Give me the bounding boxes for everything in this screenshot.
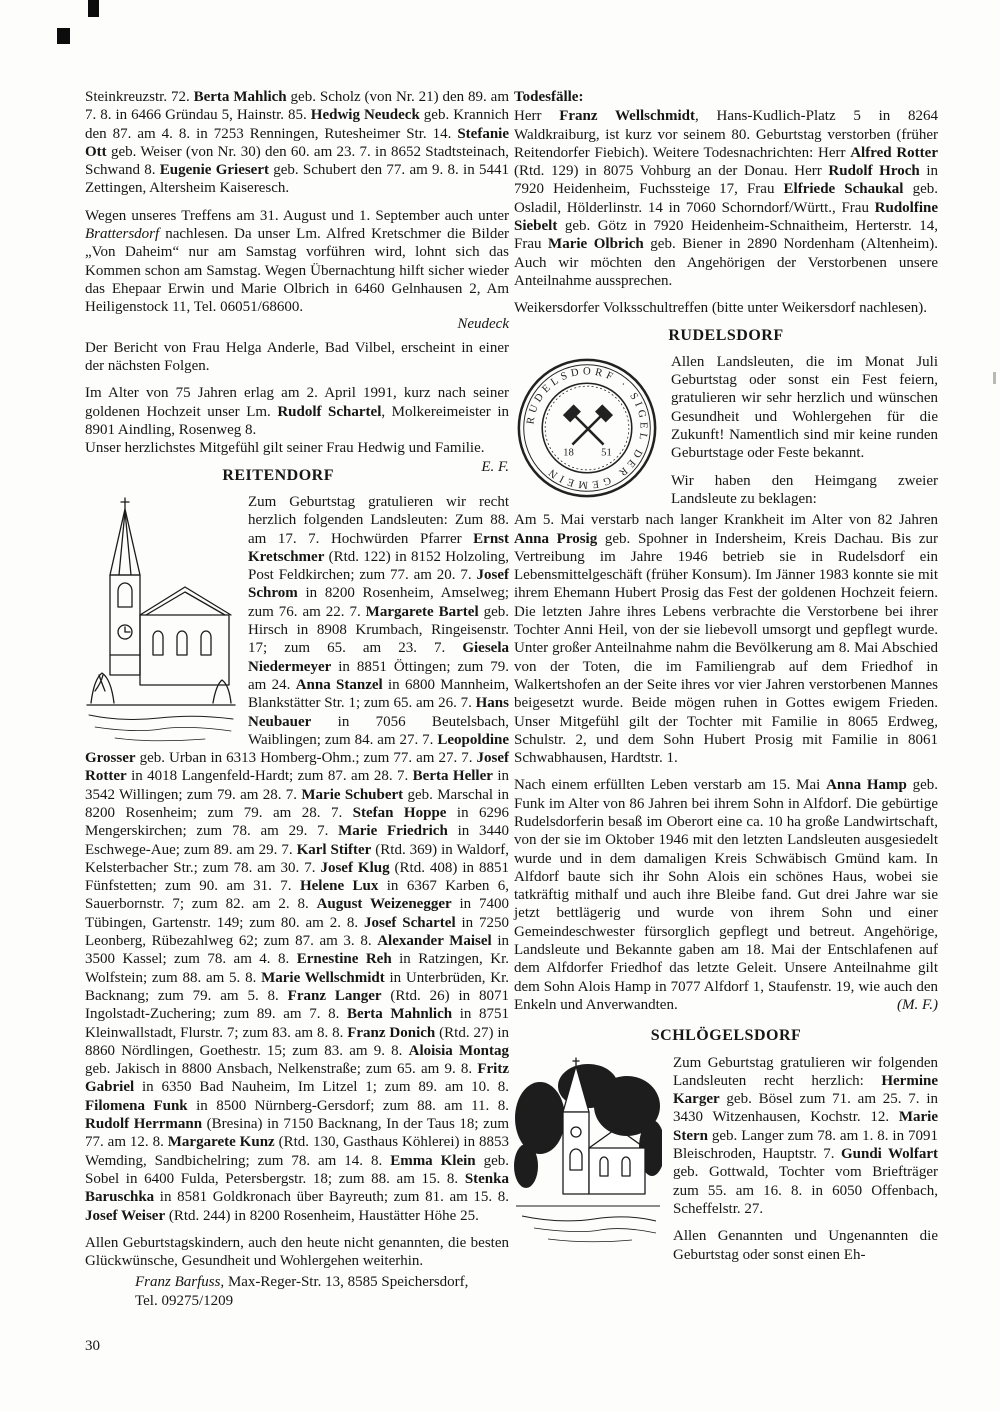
obituary-prosig-paragraph: Am 5. Mai verstarb nach langer Krankheit im Alter von 82 Jahren Anna Prosig geb. Spohner in Indersheim, Kreis Dachau. Bis zur Vertreibung im Jahre 1946 betrieb sie in Rudelsdorf ein Lebensmittelgeschäft (früher Konsum). Im Jänner 1983 konnte sie mit ihrem Ehemann Hubert Prosig das Fest der goldenen Hochzeit feiern. Die letzten Jahre ihres Lebens verbrachte die Verstorbene bei ihrer Tochter Anni Heil, von der sie liebevoll umsorgt und gepflegt wurde. Unter großer Anteilnahme nahm die Bevölkerung am 8. Mai Abschied von der Toten, die im Familiengrab auf dem Friedhof in Walkertshofen an der Seite ihres vor vier Jahren verstorbenen Mannes beigesetzt wurde. Beide mögen ruhen in Gottes ewigem Frieden. Unser Mitgefühl gilt der Tochter mit Familie in 8065 Erdweg, Schulstr. 2, und dem Sohn Hubert Prosig mit Familie in 8061 Schwabhausen, Hardtstr. 1. (514, 512, 938, 767)
seal-year-left: 18 (563, 446, 574, 459)
section-heading-schloegelsdorf: SCHLÖGELSDORF (650, 1027, 802, 1045)
rudelsdorf-birthday-paragraph: Allen Landsleuten, die im Monat Juli Geburtstag oder sonst ein Fest feiern, gratulieren wir sehr herzlich und wünschen Gesundheit und Wohlergehen für die Zukunft! Namentlich sind mir keine runden Geburtstage oder Feste bekannt. (671, 353, 938, 462)
left-column (85, 88, 509, 1319)
contact-paragraph (85, 1273, 509, 1310)
obituary-schartel-paragraph: Im Alter von 75 Jahren erlag am 2. April 1991, kurz nach seiner goldenen Hochzeit unser Lm. Rudolf Schartel, Molkereimeister in 8901 Aindling, Rosenweg 8. (85, 385, 509, 439)
schloegelsdorf-closing-paragraph: Allen Genannten und Ungenannten die Geburtstag oder sonst einen Eh- (673, 1228, 938, 1263)
todesfaelle-heading: Todesfälle: (514, 89, 584, 105)
reitendorf-church-illustration (85, 495, 237, 745)
section-rudelsdorf (514, 327, 938, 1024)
registration-mark (57, 28, 70, 44)
signature-initials-mf: (M. F.) (897, 996, 938, 1013)
obituary-hamp-paragraph (514, 776, 938, 1014)
section-heading-reitendorf: REITENDORF (222, 466, 335, 484)
death-notices-paragraph: Herr Franz Wellschmidt, Hans-Kudlich-Platz 5 in 8264 Waldkraiburg, ist kurz vor seinem 80. Geburtstag verstorben (früher Reitendorfer Fiebich). Weitere Todesnachrichten: Herr Alfred Rotter (Rtd. 129) in 8075 Vohburg an der Donau. Herr Rudolf Hroch in 7920 Heidenheim, Fuchssteige 17, Frau Elfriede Schaukal geb. Osladil, Hölderlinstr. 14 in 7060 Schorndorf/Württ., Frau Rudolfine Siebelt geb. Götz in 7920 Heidenheim-Schnaitheim, Herterstr. 14, Frau Marie Olbrich geb. Biener in 2890 Nordenham (Altenheim). Auch wir möchten den Angehörigen der Verstorbenen unsere Anteilnahme aussprechen. (514, 108, 939, 289)
birthday-list-continued-paragraph: Steinkreuzstr. 72. Berta Mahlich geb. Scholz (von Nr. 21) den 89. am 7. 8. in 6466 Gründau 5, Hainstr. 85. Hedwig Neudeck geb. Krannich den 87. am 4. 8. in 7253 Renningen, Rutesheimer Str. 14. Stefanie Ott geb. Weiser (von Nr. 30) den 60. am 23. 7. in 8652 Stadtsteinach, Schwand 8. Eugenie Griesert geb. Schubert den 77. am 9. 8. in 5441 Zettingen, Altersheim Kaiseresch. (85, 89, 510, 197)
section-heading-rudelsdorf: RUDELSDORF (668, 326, 784, 344)
condolence-text: Unser herzlichstes Mitgefühl gilt seiner Frau Hedwig und Familie. (85, 440, 485, 457)
church-drawing-icon (514, 1056, 662, 1246)
reitendorf-birthday-list: Zum Geburtstag gratulieren wir recht herzlich folgenden Landsleuten: Zum 88. am 17. 7. Hochwürden Pfarrer Ernst Kretschmer (Rtd. 122) in 8152 Holzoling, Post Feldkirchen; zum 77. am 20. 7. Josef Schrom in 8200 Rosenheim, Amselweg; zum 76. am 22. 7. Margarete Bartel geb. Hirsch in 8908 Krumbach, Ringeisenstr. 17; zum 65. am 23. 7. Giesela Niedermeyer in 8851 Öttingen; zum 79. am 24. Anna Stanzel in 6800 Mannheim, Blankstätter Str. 1; zum 65. am 26. 7. Hans Neubauer in 7056 Beutelsbach, Waiblingen; zum 84. am 27. 7. Leopoldine Grosser geb. Urban in 6313 Homberg-Ohm.; zum 77. am 27. 7. Josef Rotter in 4018 Langenfeld-Hardt; zum 87. am 28. 7. Berta Heller in 3542 Willingen; zum 79. am 28. 7. Marie Schubert geb. Marschal in 8200 Rosenheim; zum 79. am 28. 7. Stefan Hoppe in 6296 Mengerskirchen; zum 78. am 29. 7. Marie Friedrich in 3440 Eschwege-Aue; zum 89. am 29. 7. Karl Stifter (Rtd. 369) in Waldorf, Kelsterbacher Str.; zum 78. am 30. 7. Josef Klug (Rtd. 408) in 8851 Fünfstetten; zum 90. am 31. 7. Helene Lux in 6367 Karben 6, Sauerbornstr. 7; zum 82. am 2. 8. August Weizenegger in 7400 Tübingen, Gartenstr. 149; zum 80. am 2. 8. Josef Schartel in 7250 Leonberg, Rübezahlweg 62; zum 87. am 3. 8. Alexander Maisel in 3500 Kassel; zum 78. am 4. 8. Ernestine Reh in Ratzingen, Kr. Wolfstein; zum 88. am 5. 8. Marie Wellschmidt in Unterbrüden, Kr. Backnang; zum 79. am 5. 8. Franz Langer (Rtd. 26) in 8071 Ingolstadt-Zuchering; zum 89. am 7. 8. Berta Mahnlich in 8751 Kleinwallstadt, Flurstr. 7; zum 83. am 8. 8. Franz Donich (Rtd. 27) in 8860 Nördlingen, Goethestr. 15; zum 83. am 9. 8. Aloisia Montag geb. Jakisch in 8800 Ansbach, Nelkenstraße; zum 65. am 9. 8. Fritz Gabriel in 6350 Bad Nauheim, Im Litzel 1; zum 89. am 10. 8. Filomena Funk in 8500 Nürnberg-Gersdorf; zum 88. am 11. 8. Rudolf Herrmann (Bresina) in 7150 Backnang, In der Taus 18; zum 77. am 12. 8. Margarete Kunz (Rtd. 130, Gasthaus Köhlerei) in 8853 Wemding, Sandbichelring; zum 78. am 14. 8. Emma Klein geb. Sobel in 6400 Fulda, Petersbergstr. 18; zum 88. am 15. 8. Stenka Baruschka in 8581 Goldkronach über Bayreuth; zum 81. am 15. 8. Josef Weiser (Rtd. 244) in 8200 Rosenheim, Haustätter Höhe 25. (85, 493, 510, 1224)
section-schloegelsdorf (514, 1027, 938, 1273)
right-column (514, 88, 938, 1273)
seal-year-right: 51 (601, 446, 612, 459)
registration-mark (88, 0, 99, 17)
seal-ring-text: RUDELSDORF · SIGEL DER GEMEIN (524, 365, 650, 491)
rudelsdorf-mourning-intro: Wir haben den Heimgang zweier Landsleute zu beklagen: (671, 472, 938, 507)
rudelsdorf-seal-illustration (514, 355, 660, 501)
section-reitendorf (85, 467, 509, 1234)
signature-initials-ef: E. F. (481, 458, 509, 475)
schloegelsdorf-church-illustration (514, 1056, 662, 1246)
schloegelsdorf-birthday-list: Zum Geburtstag gratulieren wir folgenden Landsleuten recht herzlich: Hermine Karger geb. Bösel zum 71. am 25. 7. in 3430 Witzenhausen, Kochstr. 12. Marie Stern geb. Langer zum 78. am 1. 8. in 7091 Bleischroden, Hauptstr. 7. Gundi Wolfart geb. Gottwald, Tochter vom Briefträger zum 55. am 16. 8. in 6050 Offenbach, Scheffelstr. 27. (673, 1054, 938, 1217)
obituary-hamp-text: Nach einem erfüllten Leben verstarb am 15. Mai Anna Hamp geb. Funk im Alter von 86 Jahren bei ihrem Sohn in Alfdorf. Die gebürtige Rudelsdorferin besaß im Oberort eine ca. 10 ha große Landwirtschaft, von der sie im Oktober 1946 mit den letzten Landsleuten ausgesiedelt wurde und in dem damaligen Kreis Schwäbisch Gmünd kam. In Alfdorf baute sich ihr Sohn Alois ein schönes Haus, wobei sie tatkräftig mithalf und auch ihre Bleibe fand. Gut drei Jahre war sie jetzt bettlägerig und wurde von ihrem Sohn und einer Gemeindeschwester fürsorglich gepflegt und betreut. Angehörige, Landsleute und Bekannte gaben am 18. Mai der Entschlafenen auf dem Alfdorfer Friedhof das letzte Geleit. Unsere Anteilnahme gilt dem Sohn Alois Hamp in 7077 Alfdorf 1, Staufenstr. 19, wie auch den Enkeln und Anverwandten. (514, 777, 938, 1013)
signature-neudeck: Neudeck (457, 315, 509, 332)
contact-phone: Tel. 09275/1209 (135, 1292, 234, 1309)
contact-name-address: Franz Barfuss, Max-Reger-Str. 13, 8585 Speichersdorf, (135, 1274, 469, 1291)
weikersdorf-notice-paragraph: Weikersdorfer Volksschultreffen (bitte unter Weikersdorf nachlesen). (514, 300, 928, 317)
village-seal-icon (514, 355, 660, 501)
birthday-wishes-paragraph: Allen Geburtstagskindern, auch den heute nicht genannten, die besten Glückwünsche, Gesundheit und Wohlergehen weiterhin. (85, 1234, 509, 1270)
page-number: 30 (85, 1338, 100, 1354)
meeting-notice-paragraph: Wegen unseres Treffens am 31. August und 1. September auch unter Brattersdorf nachlesen. Da unser Lm. Alfred Kretschmer die Bilder „Von Daheim“ nur am Samstag vorführen wird, lohnt sich das Kommen schon am Samstag. Wegen Übernachtung hilft sicher wieder das Ehepaar Erwin und Marie Olbrich in 6460 Gelnhausen 2, Am Heiligenstock 11, Tel. 06051/68600. (85, 207, 509, 316)
report-notice-paragraph: Der Bericht von Frau Helga Anderle, Bad Vilbel, erscheint in einer der nächsten Folgen. (85, 339, 509, 375)
page-edge-mark (993, 372, 996, 384)
church-drawing-icon (85, 495, 237, 745)
